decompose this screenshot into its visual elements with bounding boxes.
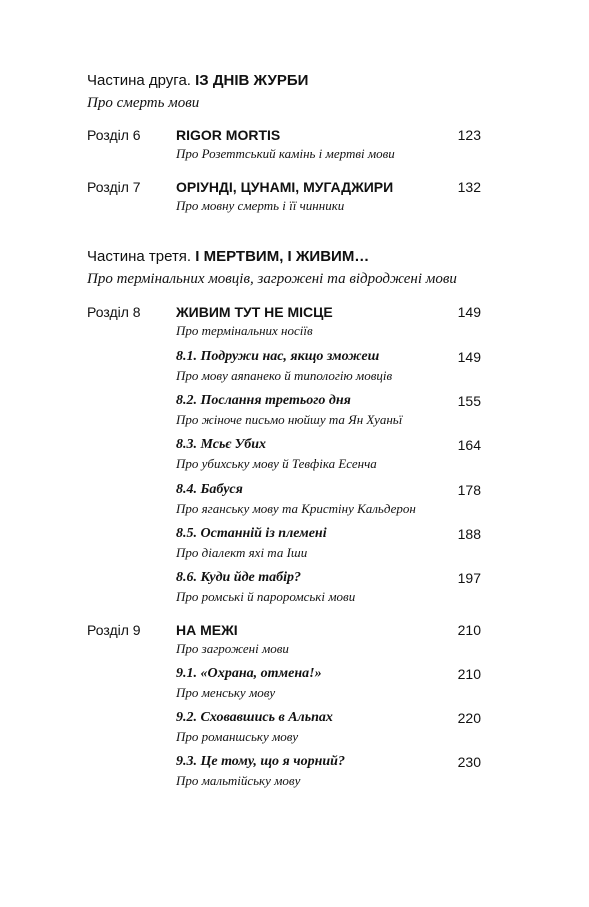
section-title: 8.6. Куди йде табір?	[176, 570, 302, 585]
part-two-section	[87, 71, 507, 113]
section-subtitle: Про мову аяпанеко й типологію мовців	[176, 368, 393, 383]
chapter-label: Розділ 7	[87, 179, 141, 195]
toc-entry-section-8-3[interactable]	[87, 436, 481, 476]
section-subtitle: Про убихську мову й Тевфіка Есенча	[176, 456, 377, 471]
section-subtitle: Про яганську мову та Кристіну Кальдерон	[176, 501, 416, 516]
section-title: 9.1. «Охрана, отмена!»	[176, 666, 322, 681]
chapter-subtitle: Про загрожені мови	[176, 641, 289, 656]
toc-entry-section-8-5[interactable]	[87, 525, 481, 565]
section-subtitle: Про менську мову	[176, 685, 276, 700]
part-two-label: Частина друга.	[87, 72, 191, 89]
chapter-title: RIGOR MORTIS	[176, 127, 281, 143]
page-number: 149	[457, 349, 481, 365]
toc-entry-section-9-2[interactable]	[87, 709, 481, 749]
section-subtitle: Про діалект яхі та Іши	[176, 545, 308, 560]
chapter-label: Розділ 8	[87, 304, 141, 320]
page-number: 220	[457, 710, 481, 726]
toc-entry-section-8-6[interactable]	[87, 569, 481, 609]
page-number: 164	[457, 437, 481, 453]
part-two-subtitle: Про смерть мови	[87, 95, 200, 111]
section-title: 9.3. Це тому, що я чорний?	[176, 754, 345, 769]
part-three-heading	[87, 247, 507, 266]
section-title: 9.2. Сховавшись в Альпах	[176, 710, 333, 725]
section-subtitle: Про романшську мову	[176, 729, 299, 744]
part-two-title: ІЗ ДНІВ ЖУРБИ	[195, 72, 309, 89]
section-title: 8.2. Послання третього дня	[176, 393, 351, 408]
chapter-subtitle: Про Розеттський камінь і мертві мови	[176, 146, 395, 161]
chapter-title: ОРІУНДІ, ЦУНАМІ, МУГАДЖИРИ	[176, 179, 394, 195]
page-number: 123	[457, 127, 481, 143]
part-three-title: І МЕРТВИМ, І ЖИВИМ…	[195, 248, 370, 265]
part-two-heading	[87, 71, 507, 90]
chapter-label: Розділ 9	[87, 622, 141, 638]
page-number: 155	[457, 393, 481, 409]
toc-entry-chapter-9[interactable]	[87, 621, 481, 661]
section-subtitle: Про жіноче письмо нюйшу та Ян Хуаньї	[176, 412, 403, 427]
page-number: 188	[457, 526, 481, 542]
section-subtitle: Про мальтійську мову	[176, 773, 301, 788]
chapter-subtitle: Про мовну смерть і її чинники	[176, 198, 345, 213]
page-number: 178	[457, 482, 481, 498]
toc-entry-section-8-2[interactable]	[87, 392, 481, 432]
part-three-label: Частина третя.	[87, 248, 192, 265]
section-title: 8.3. Мсьє Убих	[176, 437, 267, 452]
chapter-title: ЖИВИМ ТУТ НЕ МІСЦЕ	[176, 304, 333, 320]
page-number: 132	[457, 179, 481, 195]
toc-entry-chapter-7[interactable]	[87, 178, 481, 218]
page-number: 149	[457, 304, 481, 320]
chapter-subtitle: Про термінальних носіїв	[176, 323, 313, 338]
toc-entry-section-8-4[interactable]	[87, 481, 481, 521]
section-title: 8.4. Бабуся	[176, 482, 243, 497]
chapter-title: НА МЕЖІ	[176, 622, 238, 638]
toc-entry-chapter-8[interactable]	[87, 303, 481, 343]
section-title: 8.1. Подружи нас, якщо зможеш	[176, 349, 380, 364]
chapter-label: Розділ 6	[87, 127, 141, 143]
page-number: 230	[457, 754, 481, 770]
toc-entry-section-8-1[interactable]	[87, 348, 481, 388]
page-number: 197	[457, 570, 481, 586]
toc-entry-section-9-1[interactable]	[87, 665, 481, 705]
toc-entry-section-9-3[interactable]	[87, 753, 481, 793]
part-three-section	[87, 247, 507, 289]
page-number: 210	[457, 622, 481, 638]
toc-entry-chapter-6[interactable]	[87, 126, 481, 166]
section-subtitle: Про ромські й пароромські мови	[176, 589, 356, 604]
page-number: 210	[457, 666, 481, 682]
part-three-subtitle: Про термінальних мовців, загрожені та відроджені мови	[87, 271, 457, 287]
section-title: 8.5. Останній із племені	[176, 526, 327, 541]
